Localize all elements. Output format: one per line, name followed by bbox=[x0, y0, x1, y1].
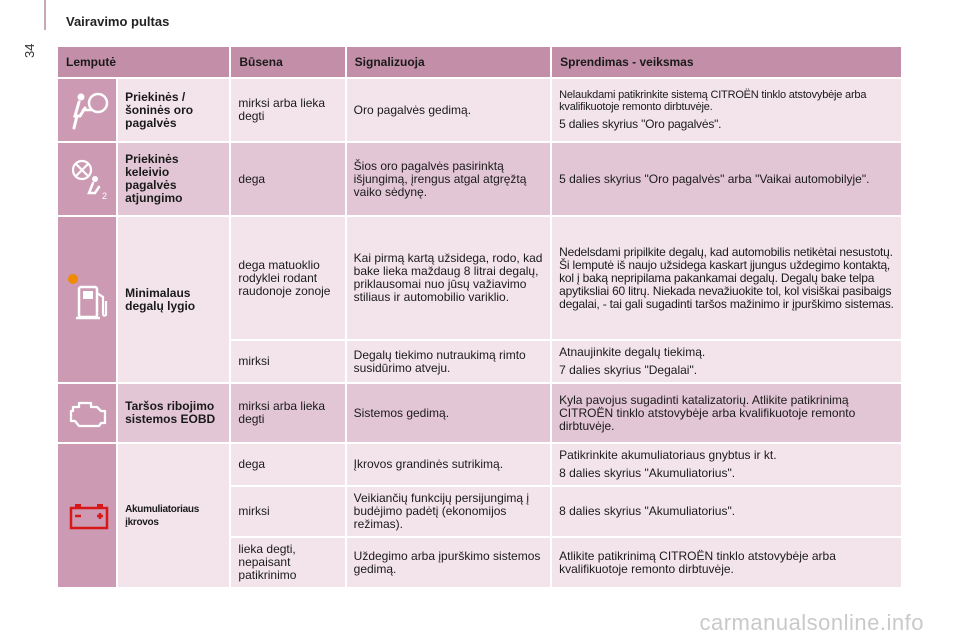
state-cell: mirksi bbox=[231, 487, 344, 536]
table-row bbox=[58, 444, 901, 485]
signal-cell: Šios oro pagalvės pasirinktą išjungimą, įrengus atgal atgręžtą vaiko sėdynę. bbox=[347, 143, 550, 215]
lamp-name: Priekinės keleivio pagalvės atjungimo bbox=[118, 143, 229, 215]
signal-cell: Degalų tiekimo nutraukimą rimto susidūrimo atveju. bbox=[347, 341, 550, 382]
state-cell: mirksi bbox=[231, 341, 344, 382]
lamp-name: Taršos ribojimo sistemos EOBD bbox=[118, 384, 229, 442]
signal-cell: Kai pirmą kartą užsidega, rodo, kad bake lieka maždaug 8 litrai degalų, priklausomai nuo jūsų važiavimo stiliaus ir automobilio variklio. bbox=[347, 217, 550, 339]
signal-cell: Veikiančių funkcijų persijungimą į budėjimo padėtį (ekonomijos režimas). bbox=[347, 487, 550, 536]
state-cell: dega bbox=[231, 143, 344, 215]
action-text: Kyla pavojus sugadinti katalizatorių. Atlikite patikrinimą CITROËN tinklo atstovybėje arba kvalifikuotoje remonto dirbtuvėje. bbox=[559, 392, 856, 433]
lamp-name: Minimalaus degalų lygio bbox=[118, 217, 229, 382]
signal-cell: Sistemos gedimą. bbox=[347, 384, 550, 442]
action-text: 5 dalies skyrius "Oro pagalvės". bbox=[559, 117, 722, 131]
action-cell bbox=[552, 487, 901, 536]
signal-cell: Uždegimo arba įpurškimo sistemos gedimą. bbox=[347, 538, 550, 587]
action-cell bbox=[552, 444, 901, 485]
section-title: Vairavimo pultas bbox=[66, 14, 170, 29]
icon-cell bbox=[58, 444, 116, 587]
action-text: Atnaujinkite degalų tiekimą. bbox=[559, 345, 706, 359]
state-cell: dega bbox=[231, 444, 344, 485]
column-header-action: Sprendimas - veiksmas bbox=[552, 47, 901, 77]
column-header-lamp: Lemputė bbox=[58, 47, 229, 77]
icon-cell bbox=[58, 143, 116, 215]
icon-cell bbox=[58, 384, 116, 442]
table-header-row bbox=[58, 47, 901, 77]
action-text: 8 dalies skyrius "Akumuliatorius". bbox=[559, 466, 736, 480]
warning-lamps-table bbox=[56, 45, 903, 589]
table-row bbox=[58, 217, 901, 339]
fuel-pump-icon bbox=[65, 271, 113, 329]
action-text: 8 dalies skyrius "Akumuliatorius". bbox=[559, 504, 736, 518]
signal-cell: Oro pagalvės gedimą. bbox=[347, 79, 550, 141]
action-cell bbox=[552, 79, 901, 141]
action-text: Atlikite patikrinimą CITROËN tinklo atstovybėje arba kvalifikuotoje remonto dirbtuvėje. bbox=[559, 548, 836, 576]
state-cell: mirksi arba lieka degti bbox=[231, 384, 344, 442]
state-cell: lieka degti, nepaisant patikrinimo bbox=[231, 538, 344, 587]
state-cell: dega matuoklio rodyklei rodant raudonoje zonoje bbox=[231, 217, 344, 339]
column-header-signal: Signalizuoja bbox=[347, 47, 550, 77]
state-cell: mirksi arba lieka degti bbox=[231, 79, 344, 141]
indicator-dot-icon bbox=[68, 274, 78, 284]
svg-text:2: 2 bbox=[102, 191, 108, 201]
column-header-state: Būsena bbox=[231, 47, 344, 77]
battery-icon bbox=[65, 498, 113, 534]
action-text: Nedelsdami pripilkite degalų, kad automobilis netikėtai nesustotų. Ši lemputė iš naujo užsidega kaskart įjungus uždegimo kontaktą, kol į baką nepripilama pakankamai degalų. Degalų bake telpa apytiksliai 60 litrų. Niekada nevažiuokite tol, kol visiškai pasibaigs degalai, - tai gali sugadinti taršos mažinimo ir įpurškimo sistemas. bbox=[559, 244, 894, 311]
airbag-off-icon bbox=[65, 155, 113, 203]
action-cell bbox=[552, 341, 901, 382]
action-cell bbox=[552, 217, 901, 339]
action-text: Nelaukdami patikrinkite sistemą CITROËN tinklo atstovybėje arba kvalifikuotoje remonto dirbtuvėje. bbox=[559, 89, 867, 113]
action-text: 5 dalies skyrius "Oro pagalvės" arba "Vaikai automobilyje". bbox=[559, 171, 870, 186]
action-text: 7 dalies skyrius "Degalai". bbox=[559, 363, 698, 377]
table-row bbox=[58, 79, 901, 141]
action-cell bbox=[552, 143, 901, 215]
table-row bbox=[58, 384, 901, 442]
lamp-name: Akumuliatoriaus įkrovos bbox=[118, 444, 229, 587]
icon-cell bbox=[58, 217, 116, 382]
action-text: Patikrinkite akumuliatoriaus gnybtus ir kt. bbox=[559, 448, 777, 462]
engine-icon bbox=[65, 393, 113, 433]
page-number: 34 bbox=[22, 43, 37, 58]
lamp-name: Priekinės / šoninės oro pagalvės bbox=[118, 79, 229, 141]
section-marker bbox=[44, 0, 46, 30]
action-cell bbox=[552, 538, 901, 587]
table-row bbox=[58, 143, 901, 215]
airbag-icon bbox=[65, 86, 113, 134]
watermark: carmanualsonline.info bbox=[699, 610, 924, 635]
action-cell bbox=[552, 384, 901, 442]
signal-cell: Įkrovos grandinės sutrikimą. bbox=[347, 444, 550, 485]
icon-cell bbox=[58, 79, 116, 141]
